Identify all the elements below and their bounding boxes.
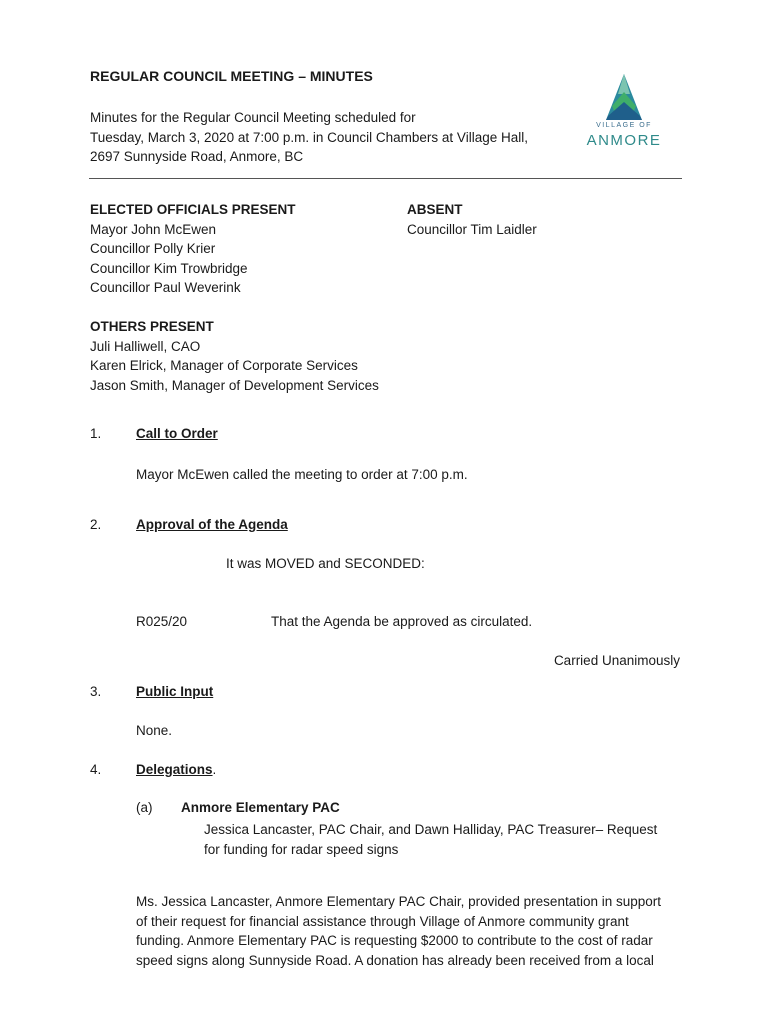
intro-line: Tuesday, March 3, 2020 at 7:00 p.m. in Council Chambers at Village Hall, [90,129,528,145]
resolution-text: That the Agenda be approved as circulated. [271,614,533,629]
meeting-intro [90,108,570,167]
present-member: Mayor John McEwen [90,221,217,237]
present-member: Councillor Paul Weverink [90,280,241,295]
para-line: Ms. Jessica Lancaster, Anmore Elementary PAC Chair, provided presentation in support [136,894,662,909]
intro-line: 2697 Sunnyside Road, Anmore, BC [90,149,304,164]
para-line: of their request for financial assistance through Village of Anmore community grant [136,913,629,929]
intro-line: Minutes for the Regular Council Meeting scheduled for [90,110,416,125]
moved-seconded: It was MOVED and SECONDED: [226,556,425,571]
public-input-text: None. [136,723,173,738]
delegations-heading: Delegations [136,762,213,777]
others-section [90,317,379,395]
absent-heading: ABSENT [407,202,463,217]
delegations-heading-wrap [136,762,216,777]
logo-anmore: ANMORE [586,132,662,149]
agenda-heading: Approval of the Agenda [136,517,288,532]
sub-item-label: (a) [136,800,153,815]
present-member: Councillor Kim Trowbridge [90,260,248,276]
sub-desc-line: for funding for radar speed signs [204,841,399,857]
others-member: Juli Halliwell, CAO [90,338,201,354]
present-section [90,200,296,298]
others-heading: OTHERS PRESENT [90,319,214,334]
call-to-order-heading: Call to Order [136,426,218,441]
present-heading: ELECTED OFFICIALS PRESENT [90,202,296,217]
public-input-heading: Public Input [136,684,214,699]
sub-item-title: Anmore Elementary PAC [181,800,340,815]
para-line: speed signs along Sunnyside Road. A donation has already been received from a local [136,952,654,968]
absent-member: Councillor Tim Laidler [407,221,537,237]
item-number: 2. [90,517,102,532]
item-number: 4. [90,762,102,777]
motion-result: Carried Unanimously [553,653,680,668]
delegations-heading-suffix: . [212,762,217,777]
absent-section [407,200,537,239]
resolution-id: R025/20 [136,614,188,629]
item-number: 3. [90,684,102,699]
others-member: Jason Smith, Manager of Development Services [90,377,379,393]
header-divider [89,178,682,179]
sub-item-description [204,820,657,859]
para-line: funding. Anmore Elementary PAC is requesting $2000 to contribute to the cost of radar [136,933,653,948]
document-title: REGULAR COUNCIL MEETING – MINUTES [90,68,373,84]
present-member: Councillor Polly Krier [90,241,216,256]
mountain-logo-icon [578,72,670,122]
item-number: 1. [90,426,102,441]
others-member: Karen Elrick, Manager of Corporate Services [90,358,358,373]
sub-desc-line: Jessica Lancaster, PAC Chair, and Dawn Halliday, PAC Treasurer– Request [204,822,658,837]
village-logo [578,72,670,154]
logo-village-of: VILLAGE OF [596,122,652,129]
call-to-order-text: Mayor McEwen called the meeting to order at 7:00 p.m. [136,467,468,482]
delegation-paragraph [136,892,681,970]
